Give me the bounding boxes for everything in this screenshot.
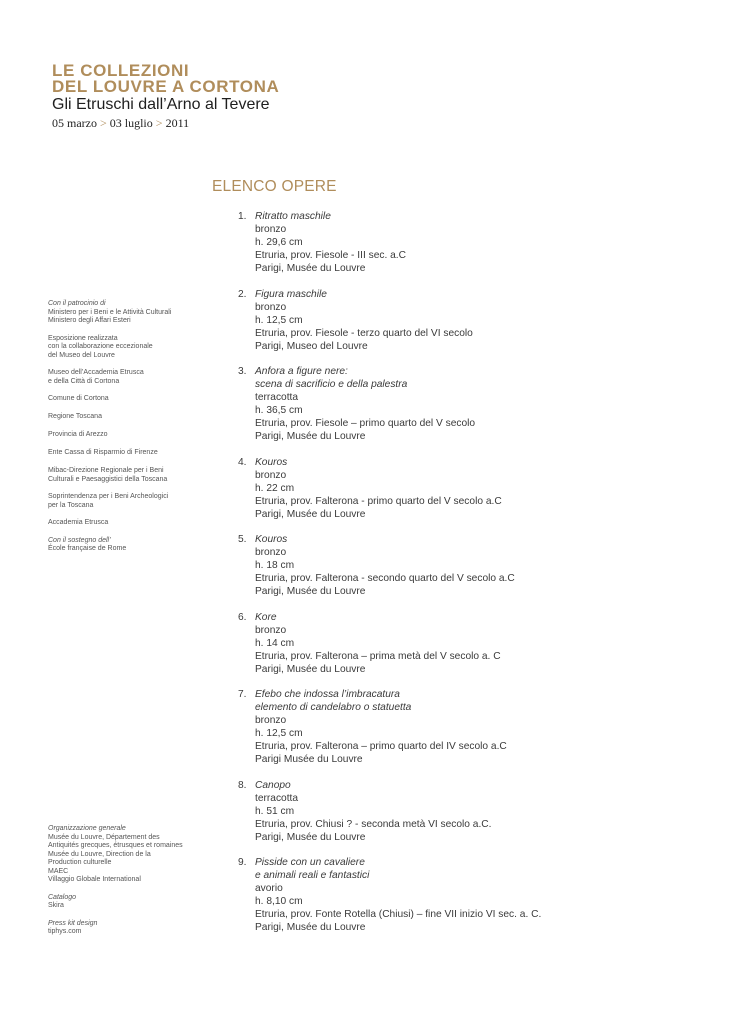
work-title: elemento di candelabro o statuetta (255, 702, 412, 713)
date-end: 03 luglio (109, 116, 153, 130)
organization-heading: Organizzazione generale (48, 825, 126, 832)
work-detail: bronzo (255, 224, 287, 235)
patronage-block (48, 300, 198, 326)
work-title: Kouros (255, 534, 288, 545)
work-detail: bronzo (255, 624, 287, 636)
credit-line: Accademia Etrusca (48, 519, 109, 526)
organization-line: Villaggio Globale International (48, 876, 141, 883)
work-detail: Etruria, prov. Fonte Rotella (Chiusi) – fine VII inizio VI sec. a. C. (255, 909, 542, 920)
work-detail: Parigi, Musée du Louvre (255, 263, 366, 274)
date-separator: > (155, 116, 163, 130)
work-number: 7. (238, 689, 247, 700)
credit-line: Provincia di Arezzo (48, 431, 108, 438)
credit-entry (48, 493, 198, 510)
catalog-heading: Catalogo (48, 893, 77, 901)
patronage-line: Ministero per i Beni e le Attività Culturali (48, 308, 172, 316)
credit-entry (48, 335, 198, 361)
work-detail: Etruria, prov. Fiesole – primo quarto del V secolo (255, 418, 476, 429)
credit-line: Mibac-Direzione Regionale per i Beni (48, 467, 164, 474)
work-title: Efebo che indossa l’imbracatura (255, 689, 400, 700)
credit-line: Ente Cassa di Risparmio di Firenze (48, 449, 158, 456)
credit-entry (48, 413, 198, 422)
organization-line: Production culturelle (48, 859, 112, 866)
presskit-line: tiphys.com (48, 928, 82, 935)
work-title: Figura maschile (255, 288, 327, 300)
work-detail: Etruria, prov. Fiesole - III sec. a.C (255, 250, 406, 261)
organization-line: MAEC (48, 867, 69, 875)
credit-entry (48, 519, 198, 528)
catalog-line: Skira (48, 902, 64, 909)
work-detail: bronzo (255, 469, 287, 481)
work-detail: Parigi Musée du Louvre (255, 754, 363, 765)
credit-line: Esposizione realizzata (48, 334, 118, 342)
work-title: Kore (255, 611, 277, 623)
credit-entry (48, 431, 198, 440)
work-title: Anfora a figure nere: (255, 366, 348, 377)
credit-entry (48, 395, 198, 404)
work-detail: bronzo (255, 301, 287, 313)
credit-line: per la Toscana (48, 501, 94, 509)
work-detail: h. 12,5 cm (255, 728, 303, 739)
work-item (238, 688, 568, 766)
credit-line: Museo dell’Accademia Etrusca (48, 369, 144, 376)
date-separator: > (99, 116, 107, 130)
credit-line: e della Città di Cortona (48, 377, 120, 385)
work-detail: terracotta (255, 392, 299, 403)
work-item (238, 533, 568, 598)
work-detail: h. 12,5 cm (255, 314, 303, 326)
work-title: Ritratto maschile (255, 211, 331, 222)
work-item (238, 210, 568, 275)
work-detail: h. 51 cm (255, 805, 295, 817)
work-detail: Parigi, Musée du Louvre (255, 663, 366, 675)
work-detail: Parigi, Musée du Louvre (255, 586, 366, 597)
work-item (238, 611, 568, 676)
presskit-heading: Press kit design (48, 919, 98, 927)
work-detail: Parigi, Musée du Louvre (255, 508, 366, 520)
work-detail: Etruria, prov. Falterona - primo quarto del V secolo a.C (255, 495, 502, 507)
credit-line: Culturali e Paesaggistici della Toscana (48, 475, 168, 483)
organization-line: Musée du Louvre, Direction de la (48, 850, 151, 858)
work-detail: h. 18 cm (255, 560, 295, 571)
work-detail: Parigi, Museo del Louvre (255, 340, 368, 352)
work-number: 4. (238, 456, 247, 468)
work-title: Canopo (255, 779, 291, 791)
support-heading: Con il sostegno dell’ (48, 536, 111, 544)
patronage-heading: Con il patrocinio di (48, 300, 106, 307)
work-detail: Etruria, prov. Fiesole - terzo quarto del VI secolo (255, 327, 473, 339)
work-detail: bronzo (255, 547, 287, 558)
work-detail: h. 29,6 cm (255, 237, 303, 248)
work-detail: h. 8,10 cm (255, 896, 303, 907)
credit-entry (48, 467, 198, 484)
credit-line: con la collaborazione eccezionale (48, 343, 153, 350)
credit-line: Regione Toscana (48, 413, 102, 420)
work-detail: h. 22 cm (255, 482, 295, 494)
credit-entry (48, 449, 198, 458)
work-number: 1. (238, 211, 247, 222)
date-start: 05 marzo (52, 116, 97, 130)
credit-line: Soprintendenza per i Beni Archeologici (48, 493, 169, 500)
work-detail: Etruria, prov. Falterona – primo quarto del IV secolo a.C (255, 741, 507, 752)
work-detail: Parigi, Musée du Louvre (255, 831, 366, 843)
section-title: ELENCO OPERE (212, 178, 337, 195)
support-line: École française de Rome (48, 545, 127, 552)
work-detail: h. 36,5 cm (255, 405, 303, 416)
work-item (238, 779, 568, 844)
catalog-block (48, 894, 198, 911)
sidebar-credits (48, 300, 198, 554)
work-detail: Etruria, prov. Falterona - secondo quarto del V secolo a.C (255, 573, 515, 584)
work-title: e animali reali e fantastici (255, 870, 370, 881)
work-title: scena di sacrificio e della palestra (255, 379, 408, 390)
work-title: Kouros (255, 456, 288, 468)
exhibition-title-line2: DEL LOUVRE A CORTONA (52, 77, 280, 96)
organization-line: Musée du Louvre, Département des (48, 833, 160, 841)
exhibition-header (52, 63, 279, 131)
credit-line: Comune di Cortona (48, 395, 109, 402)
sidebar-organization (48, 825, 198, 937)
date-year: 2011 (165, 116, 190, 130)
work-number: 5. (238, 534, 247, 545)
presskit-block (48, 920, 198, 937)
support-block (48, 537, 198, 554)
work-number: 6. (238, 611, 247, 623)
work-detail: Etruria, prov. Chiusi ? - seconda metà VI secolo a.C. (255, 818, 492, 830)
exhibition-subtitle: Gli Etruschi dall’Arno al Tevere (52, 96, 270, 113)
credit-line: del Museo del Louvre (48, 351, 115, 359)
work-number: 8. (238, 779, 247, 791)
work-number: 9. (238, 857, 247, 868)
work-detail: Etruria, prov. Falterona – prima metà del V secolo a. C (255, 650, 501, 662)
organization-line: Antiquités grecques, étrusques et romaines (48, 842, 183, 849)
work-title: Pisside con un cavaliere (255, 857, 365, 868)
work-number: 3. (238, 366, 247, 377)
works-list (238, 210, 568, 947)
work-detail: Parigi, Musée du Louvre (255, 431, 366, 442)
work-item (238, 856, 568, 934)
organization-block (48, 825, 198, 885)
work-detail: avorio (255, 883, 283, 894)
work-detail: terracotta (255, 792, 299, 804)
work-number: 2. (238, 288, 247, 300)
work-item (238, 288, 568, 353)
work-detail: Parigi, Musée du Louvre (255, 922, 366, 933)
patronage-line: Ministero degli Affari Esteri (48, 317, 131, 324)
work-item (238, 365, 568, 443)
work-detail: bronzo (255, 715, 287, 726)
work-item (238, 456, 568, 521)
exhibition-dates (52, 116, 279, 131)
work-detail: h. 14 cm (255, 637, 295, 649)
credit-entry (48, 369, 198, 386)
exhibition-title-line1: LE COLLEZIONI (52, 61, 190, 80)
